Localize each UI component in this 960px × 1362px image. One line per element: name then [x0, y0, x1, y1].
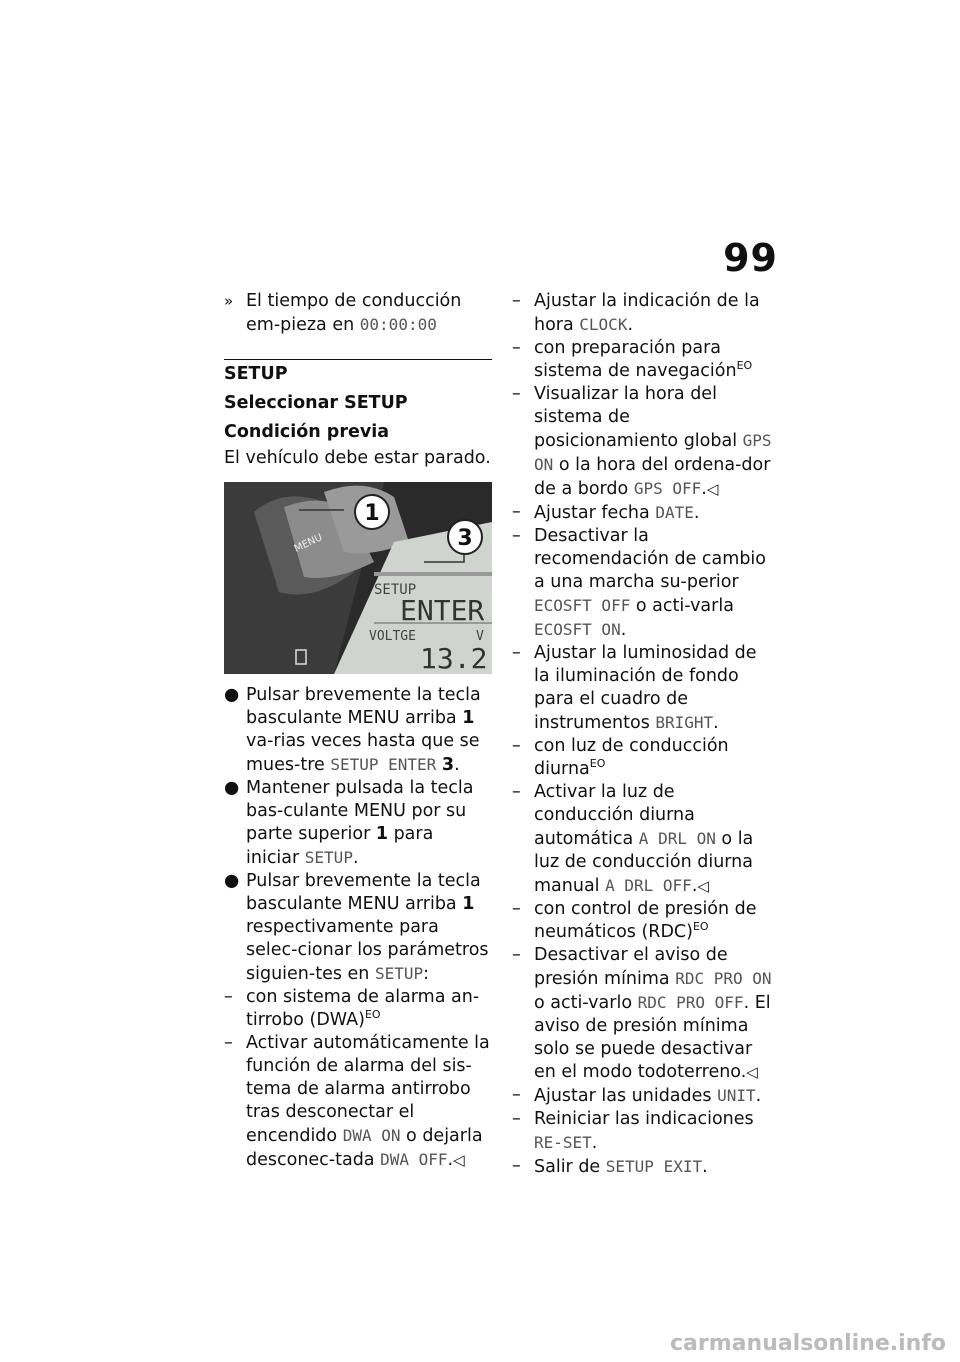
display-setup: SETUP [374, 582, 417, 598]
condition-title: Condición previa [224, 422, 390, 442]
result-marker: » [224, 292, 234, 310]
code-text: SETUP EXIT [605, 1157, 703, 1176]
code-text: A DRL ON [638, 829, 716, 848]
result-line: » El tiempo de conducción em-pieza en 00:00:00 [224, 291, 462, 335]
end-marker: ◁ [697, 877, 709, 895]
code-text: RDC PRO ON [675, 969, 772, 988]
code-text: RDC PRO OFF [637, 993, 744, 1012]
option-item: – con preparación para sistema de navegación$^{EO}$ [512, 338, 753, 381]
code-text: SETUP ENTER [330, 755, 437, 774]
code-text: BRIGHT [655, 713, 714, 732]
eo-superscript: EO [364, 1008, 381, 1022]
menu-key-label: MENU [292, 532, 325, 555]
option-item: – Activar la luz de conducción diurna automática A DRL ON o la luz de conducción diurna manual A DRL OFF.◁ [512, 782, 754, 896]
option-item: – con control de presión de neumáticos (RDC)$^{EO}$ [512, 899, 757, 942]
display-unit: V [476, 629, 484, 644]
step-item: ● Pulsar brevemente la tecla basculante MENU arriba 1 respectivamente para selec-cionar los parámetros siguien-tes en SETUP: [224, 871, 489, 984]
option-item: – Salir de SETUP EXIT. [512, 1156, 708, 1177]
option-item: – Activar automáticamente la función de alarma del sis-tema de alarma antirrobo tras desconectar el encendido DWA ON o dejarla desconec-tada DWA OFF.◁ [224, 1033, 490, 1170]
dash-marker: – [224, 1033, 233, 1053]
option-item: – Reiniciar las indicaciones RE-SET. [512, 1109, 754, 1153]
step-item: ● Mantener pulsada la tecla bas-culante MENU por su parte superior 1 para iniciar SETUP. [224, 778, 474, 868]
code-text: CLOCK [579, 315, 628, 334]
page-number: 99 [723, 236, 778, 280]
end-marker: ◁ [706, 480, 719, 498]
subsection-title: Seleccionar SETUP [224, 393, 408, 413]
code-text: RE-SET [534, 1133, 592, 1152]
code-text: GPS ON [534, 431, 772, 474]
code-text: SETUP [374, 964, 424, 983]
option-item: – Ajustar las unidades UNIT. [512, 1085, 762, 1106]
bullet-marker: ● [224, 778, 240, 798]
callout-3: 3 [457, 526, 473, 551]
option-item: – Ajustar la indicación de la hora CLOCK. [512, 291, 760, 335]
left-column [224, 290, 492, 1172]
eo-superscript: EO [736, 359, 753, 373]
code-text: GPS OFF [633, 479, 702, 498]
option-item: – Visualizar la hora del sistema de posicionamiento global GPS ON o la hora del ordena-dor de a bordo GPS OFF.◁ [512, 384, 772, 499]
step-item: ● Pulsar brevemente la tecla basculante MENU arriba 1 va-rias veces hasta que se mues-tre SETUP ENTER 3. [224, 685, 481, 775]
code-text: DATE [655, 503, 694, 522]
code-text: UNIT [717, 1086, 756, 1105]
display-voltage-value: 13.2 [420, 642, 488, 674]
option-item: – Desactivar la recomendación de cambio a una marcha su-perior ECOSFT OFF o acti-varla ECOSFT ON. [512, 526, 766, 640]
code-text: SETUP [304, 848, 353, 867]
right-column [512, 290, 777, 1179]
option-item: – con luz de conducción diurna$^{EO}$ [512, 736, 729, 779]
code-text: A DRL OFF [605, 876, 692, 895]
code-text: 00:00:00 [359, 315, 437, 334]
code-text: DWA ON [342, 1126, 401, 1145]
code-text: DWA OFF [380, 1150, 448, 1169]
bullet-marker: ● [224, 871, 240, 891]
instrument-cluster-figure [224, 482, 492, 674]
condition-text: El vehículo debe estar parado. [224, 448, 491, 468]
end-marker: ◁ [453, 1151, 465, 1169]
eo-superscript: EO [589, 757, 606, 771]
bullet-marker: ● [224, 685, 240, 705]
instrument-cluster-illustration [224, 482, 492, 674]
code-text: ECOSFT OFF [534, 596, 631, 615]
option-item: – Ajustar fecha DATE. [512, 502, 700, 523]
option-item: – Ajustar la luminosidad de la iluminación de fondo para el cuadro de instrumentos BRIGHT. [512, 643, 757, 733]
code-text: ECOSFT ON [534, 620, 621, 639]
display-voltage-label: VOLTGE [369, 629, 416, 644]
option-item: – con sistema de alarma an-tirrobo (DWA)$^{EO}$ [224, 987, 480, 1030]
option-item: – Desactivar el aviso de presión mínima RDC PRO ON o acti-varlo RDC PRO OFF. El aviso de presión mínima solo se puede desactivar en el modo todoterreno.◁ [512, 945, 772, 1082]
end-marker: ◁ [746, 1063, 758, 1081]
display-enter: ENTER [400, 594, 485, 627]
dash-marker: – [224, 987, 233, 1007]
watermark-link[interactable]: carmanualsonline.info [670, 1331, 946, 1356]
callout-1: 1 [364, 501, 380, 526]
eo-superscript: EO [692, 920, 709, 934]
section-title: SETUP [224, 359, 492, 386]
